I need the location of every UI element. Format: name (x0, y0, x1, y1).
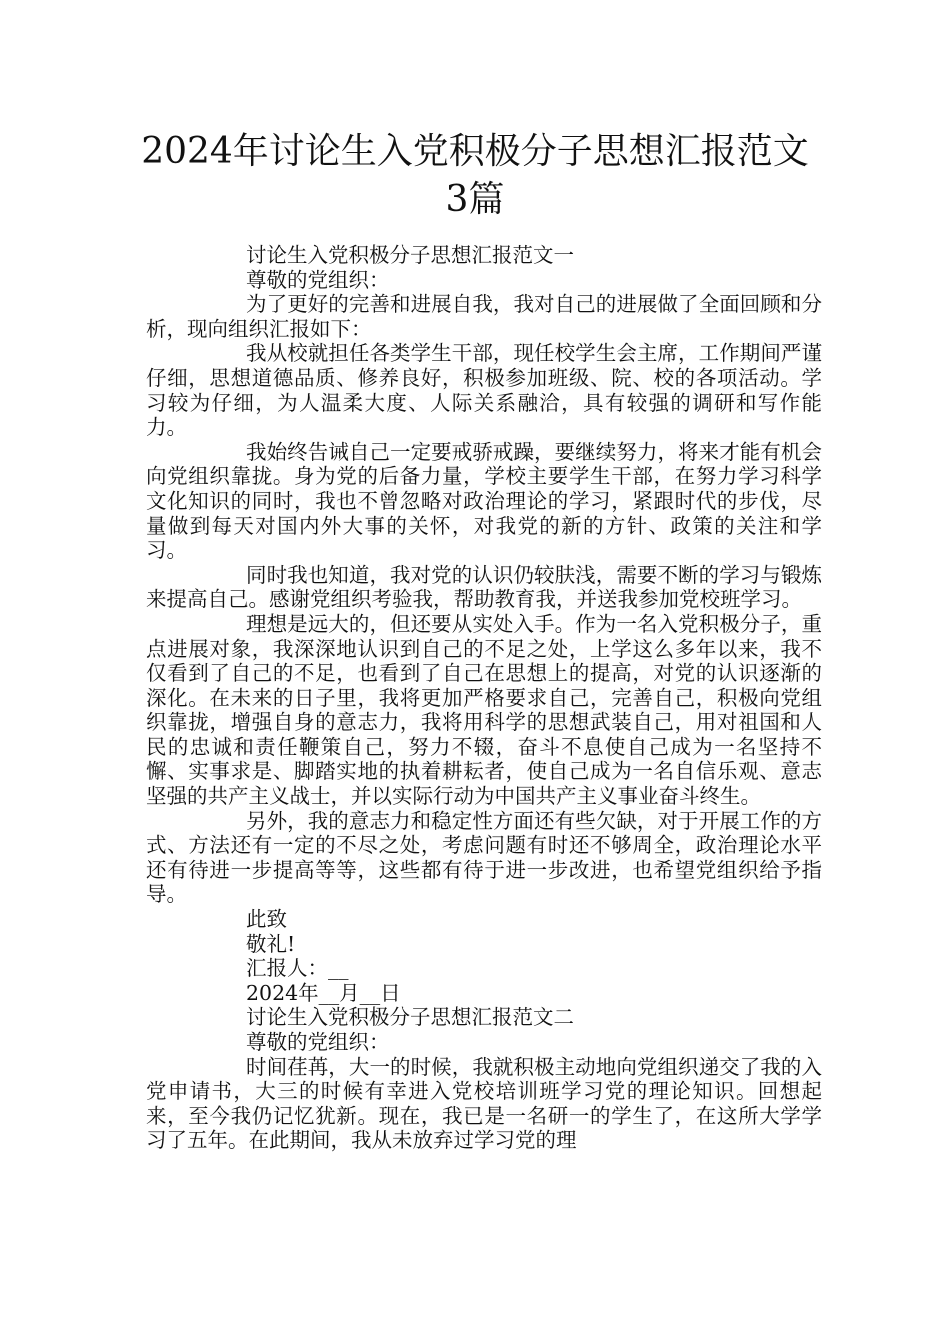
section-1-paragraph: 为了更好的完善和进展自我，我对自己的进展做了全面回顾和分析，现向组织汇报如下： (146, 292, 822, 341)
regards-text: 敬礼! (246, 931, 296, 956)
closing-text: 此致 (246, 907, 287, 932)
document-body (146, 243, 822, 1153)
title-line-2: 3篇 (445, 179, 505, 220)
date-line: 2024年__月__日 (246, 980, 401, 1005)
section-2-salutation: 尊敬的党组织： (246, 1030, 390, 1054)
section-1-paragraph: 我从校就担任各类学生干部，现任校学生会主席，工作期间严谨仔细，思想道德品质、修养良好，积极参加班级、院、校的各项活动。学习较为仔细，为人温柔大度、人际关系融洽，具有较强的调研和写作能力。 (146, 341, 822, 440)
section-2-paragraph: 时间荏苒，大一的时候，我就积极主动地向党组织递交了我的入党申请书，大三的时候有幸进入党校培训班学习党的理论知识。回想起来，至今我仍记忆犹新。现在，我已是一名研一的学生了，在这所大学学习了五年。在此期间，我从未放弃过学习党的理 (146, 1054, 822, 1153)
section-1-paragraph: 理想是远大的，但还要从实处入手。作为一名入党积极分子，重点进展对象，我深深地认识到自己的不足之处，上学这么多年以来，我不仅看到了自己的不足，也看到了自己在思想上的提高，对党的认识逐渐的深化。在未来的日子里，我将更加严格要求自己，完善自己，积极向党组织靠拢，增强自身的意志力，我将用科学的思想武装自己，用对祖国和人民的忠诚和责任鞭策自己，努力不辍，奋斗不息使自己成为一名坚持不懈、实事求是、脚踏实地的执着耕耘者，使自己成为一名自信乐观、意志坚强的共产主义战士，并以实际行动为中国共产主义事业奋斗终生。 (146, 611, 822, 809)
section-1-salutation: 尊敬的党组织： (246, 267, 390, 292)
section-1-paragraph: 我始终告诫自己一定要戒骄戒躁，要继续努力，将来才能有机会向党组织靠拢。身为党的后备力量，学校主要学生干部，在努力学习科学文化知识的同时，我也不曾忽略对政治理论的学习，紧跟时代的步伐，尽量做到每天对国内外大事的关怀，对我党的新的方针、政策的关注和学习。 (146, 439, 822, 563)
reporter-line: 汇报人：__ (246, 956, 349, 981)
title-line-1: 2024年讨论生入党积极分子思想汇报范文 (141, 131, 809, 172)
section-1-paragraph: 同时我也知道，我对党的认识仍较肤浅，需要不断的学习与锻炼来提高自己。感谢党组织考验我，帮助教育我，并送我参加党校班学习。 (146, 562, 822, 612)
document-title (130, 128, 820, 224)
section-1-heading: 讨论生入党积极分子思想汇报范文一 (246, 243, 574, 267)
section-2-heading: 讨论生入党积极分子思想汇报范文二 (246, 1005, 574, 1030)
section-1-paragraph: 另外，我的意志力和稳定性方面还有些欠缺，对于开展工作的方式、方法还有一定的不尽之处，考虑问题有时还不够周全，政治理论水平还有待进一步提高等等，这些都有待于进一步改进，也希望党组织给予指导。 (146, 808, 822, 907)
